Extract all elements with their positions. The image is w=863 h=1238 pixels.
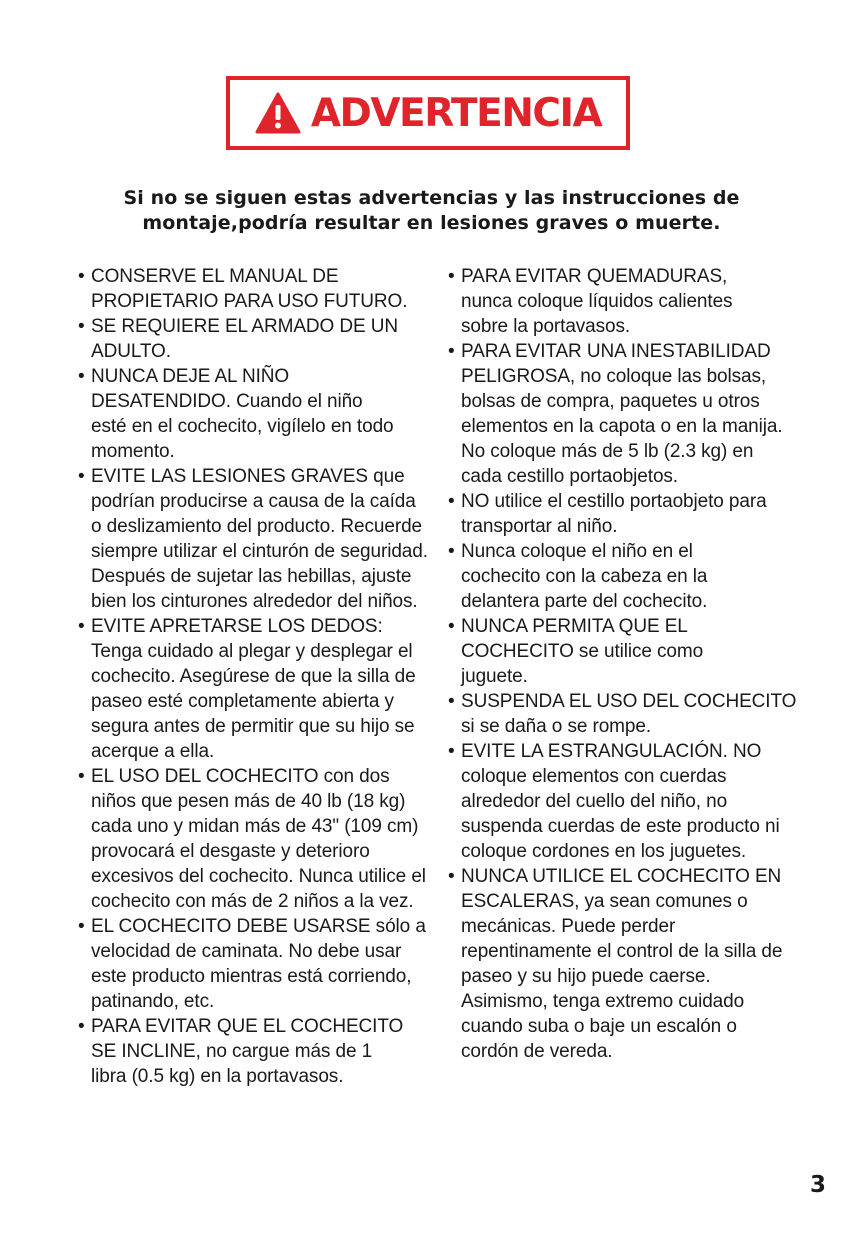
warning-title: ADVERTENCIA (310, 90, 602, 136)
warning-triangle-icon (255, 92, 301, 134)
list-item: • SUSPENDA EL USO DEL COCHECITO si se daña o se rompe. (448, 689, 798, 739)
list-item: • Nunca coloque el niño en el cochecito con la cabeza en la delantera parte del cochecito. (448, 539, 798, 614)
list-item: • NUNCA DEJE AL NIÑO DESATENDIDO. Cuando el niño esté en el cochecito, vigílelo en todo momento. (78, 364, 428, 464)
list-item: • PARA EVITAR QUE EL COCHECITO SE INCLINE, no cargue más de 1 libra (0.5 kg) en la portavasos. (78, 1014, 428, 1089)
list-item: • NO utilice el cestillo portaobjeto para transportar al niño. (448, 489, 798, 539)
warning-list-right (448, 264, 798, 1064)
warning-subtitle: Si no se siguen estas advertencias y las instrucciones de montaje,podría resultar en lesiones graves o muerte. (123, 187, 740, 234)
warning-list-left (78, 264, 428, 1089)
list-item: • EVITE LAS LESIONES GRAVES que podrían producirse a causa de la caída o deslizamiento del producto. Recuerde siempre utilizar el cinturón de seguridad. Después de sujetar las hebillas, ajuste bien los cinturones alrededor del niños. (78, 464, 428, 614)
list-item: • SE REQUIERE EL ARMADO DE UN ADULTO. (78, 314, 428, 364)
list-item: • PARA EVITAR UNA INESTABILIDAD PELIGROSA, no coloque las bolsas, bolsas de compra, paquetes u otros elementos en la capota o en la manija. No coloque más de 5 lb (2.3 kg) en cada cestillo portaobjetos. (448, 339, 798, 489)
list-item: • CONSERVE EL MANUAL DE PROPIETARIO PARA USO FUTURO. (78, 264, 428, 314)
warning-banner (226, 76, 630, 150)
list-item: • NUNCA PERMITA QUE EL COCHECITO se utilice como juguete. (448, 614, 798, 689)
list-item: • PARA EVITAR QUEMADURAS, nunca coloque líquidos calientes sobre la portavasos. (448, 264, 798, 339)
list-item: • EL USO DEL COCHECITO con dos niños que pesen más de 40 lb (18 kg) cada uno y midan más de 43" (109 cm) provocará el desgaste y deterioro excesivos del cochecito. Nunca utilice el cochecito con más de 2 niños a la vez. (78, 764, 428, 914)
page-number: 3 (809, 1172, 826, 1198)
list-item: • EVITE APRETARSE LOS DEDOS: Tenga cuidado al plegar y desplegar el cochecito. Asegúrese de que la silla de paseo esté completamente abierta y segura antes de permitir que su hijo se acerque a ella. (78, 614, 428, 764)
list-item: • EVITE LA ESTRANGULACIÓN. NO coloque elementos con cuerdas alrededor del cuello del niño, no suspenda cuerdas de este producto ni coloque cordones en los juguetes. (448, 739, 798, 864)
list-item: • EL COCHECITO DEBE USARSE sólo a velocidad de caminata. No debe usar este producto mientras está corriendo, patinando, etc. (78, 914, 428, 1014)
list-item: • NUNCA UTILICE EL COCHECITO EN ESCALERAS, ya sean comunes o mecánicas. Puede perder repentinamente el control de la silla de paseo y su hijo puede caerse. Asimismo, tenga extremo cuidado cuando suba o baje un escalón o cordón de vereda. (448, 864, 798, 1064)
